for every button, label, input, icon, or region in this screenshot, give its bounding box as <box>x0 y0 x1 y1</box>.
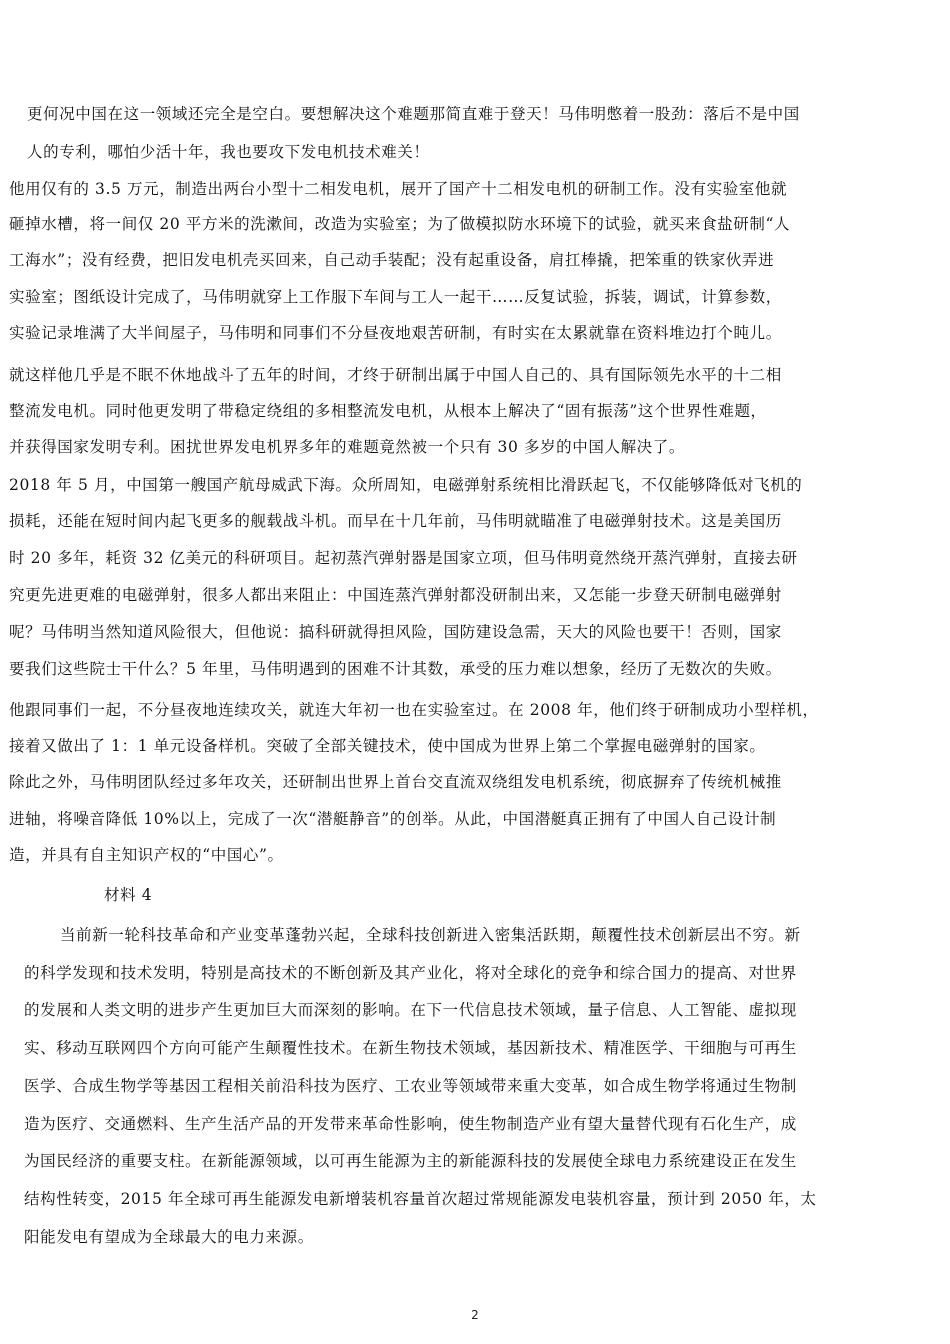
text-line: 损耗，还能在短时间内起飞更多的舰载战斗机。而早在十几年前，马伟明就瞄准了电磁弹射技术。这是美国历 <box>9 512 782 530</box>
text-line: 他用仅有的 3.5 万元，制造出两台小型十二相发电机，展开了国产十二相发电机的研制工作。没有实验室他就 <box>9 180 788 198</box>
text-line: 结构性转变，2015 年全球可再生能源发电新增装机容量首次超过常规能源发电装机容量，预计到 2050 年，太 <box>24 1190 817 1208</box>
text-line: 砸掉水槽，将一间仅 20 平方米的洗漱间，改造为实验室；为了做模拟防水环境下的试验，就买来食盐研制“人 <box>9 215 791 233</box>
text-line: 人的专利，哪怕少活十年，我也要攻下发电机技术难关！ <box>27 143 430 161</box>
text-line: 为国民经济的重要支柱。在新能源领域，以可再生能源为主的新能源科技的发展使全球电力系统建设正在发生 <box>24 1152 797 1170</box>
text-line: 实验室；图纸设计完成了，马伟明就穿上工作服下车间与工人一起干……反复试验，拆装，调试，计算参数， <box>9 288 782 306</box>
text-line: 阳能发电有望成为全球最大的电力来源。 <box>24 1228 314 1246</box>
text-line: 并获得国家发明专利。困扰世界发电机界多年的难题竟然被一个只有 30 多岁的中国人解决了。 <box>9 438 685 456</box>
text-line: 医学、合成生物学等基因工程相关前沿科技为医疗、工农业等领域带来重大变革，如合成生物学将通过生物制 <box>24 1077 797 1095</box>
text-line: 的科学发现和技术发明，特别是高技术的不断创新及其产业化，将对全球化的竞争和综合国力的提高、对世界 <box>24 964 797 982</box>
text-line: 呢？马伟明当然知道风险很大，但他说：搞科研就得担风险，国防建设急需，天大的风险也要干！否则，国家 <box>9 623 782 641</box>
text-line: 究更先进更难的电磁弹射，很多人都出来阻止：中国连蒸汽弹射都没研制出来，又怎能一步登天研制电磁弹射 <box>9 586 782 604</box>
text-line: 工海水”；没有经费，把旧发电机壳买回来，自己动手装配；没有起重设备，肩扛棒撬，把笨重的铁家伙弄进 <box>9 251 775 269</box>
text-line: 当前新一轮科技革命和产业变革蓬勃兴起，全球科技创新进入密集活跃期，颠覆性技术创新层出不穷。新 <box>60 926 801 944</box>
text-line: 2018 年 5 月，中国第一艘国产航母威武下海。众所周知，电磁弹射系统相比滑跃起飞，不仅能够降低对飞机的 <box>9 476 803 494</box>
page-number: 2 <box>471 1308 479 1322</box>
text-line: 进轴，将噪音降低 10%以上，完成了一次“潜艇静音”的创举。从此，中国潜艇真正拥有了中国人自己设计制 <box>9 810 777 828</box>
text-line: 更何况中国在这一领域还完全是空白。要想解决这个难题那简直难于登天！马伟明憋着一股劲：落后不是中国 <box>27 105 800 123</box>
text-line: 除此之外，马伟明团队经过多年攻关，还研制出世界上首台交直流双绕组发电机系统，彻底摒弃了传统机械推 <box>9 773 782 791</box>
text-line: 造为医疗、交通燃料、生产生活产品的开发带来革命性影响，使生物制造产业有望大量替代现有石化生产，成 <box>24 1115 797 1133</box>
text-line: 造，并具有自主知识产权的“中国心”。 <box>9 846 284 864</box>
text-line: 就这样他几乎是不眠不休地战斗了五年的时间，才终于研制出属于中国人自己的、具有国际领先水平的十二相 <box>9 366 782 384</box>
text-line: 的发展和人类文明的进步产生更加巨大而深刻的影响。在下一代信息技术领域，量子信息、人工智能、虚拟现 <box>24 1001 797 1019</box>
text-line: 他跟同事们一起，不分昼夜地连续攻关，就连大年初一也在实验室过。在 2008 年，他们终于研制成功小型样机， <box>9 701 819 719</box>
text-line: 实、移动互联网四个方向可能产生颠覆性技术。在新生物技术领域，基因新技术、精准医学、干细胞与可再生 <box>24 1039 797 1057</box>
text-line: 实验记录堆满了大半间屋子，马伟明和同事们不分昼夜地艰苦研制，有时实在太累就靠在资料堆边打个盹儿。 <box>9 324 782 342</box>
section-heading: 材料 4 <box>104 886 153 904</box>
text-line: 要我们这些院士干什么？5 年里，马伟明遇到的困难不计其数，承受的压力难以想象，经历了无数次的失败。 <box>9 660 782 678</box>
text-line: 时 20 多年，耗资 32 亿美元的科研项目。起初蒸汽弹射器是国家立项，但马伟明竟然绕开蒸汽弹射，直接去研 <box>9 549 798 567</box>
text-line: 接着又做出了 1：1 单元设备样机。突破了全部关键技术，使中国成为世界上第二个掌握电磁弹射的国家。 <box>9 737 766 755</box>
text-line: 整流发电机。同时他更发明了带稳定绕组的多相整流发电机，从根本上解决了“固有振荡”这个世界性难题， <box>9 402 767 420</box>
